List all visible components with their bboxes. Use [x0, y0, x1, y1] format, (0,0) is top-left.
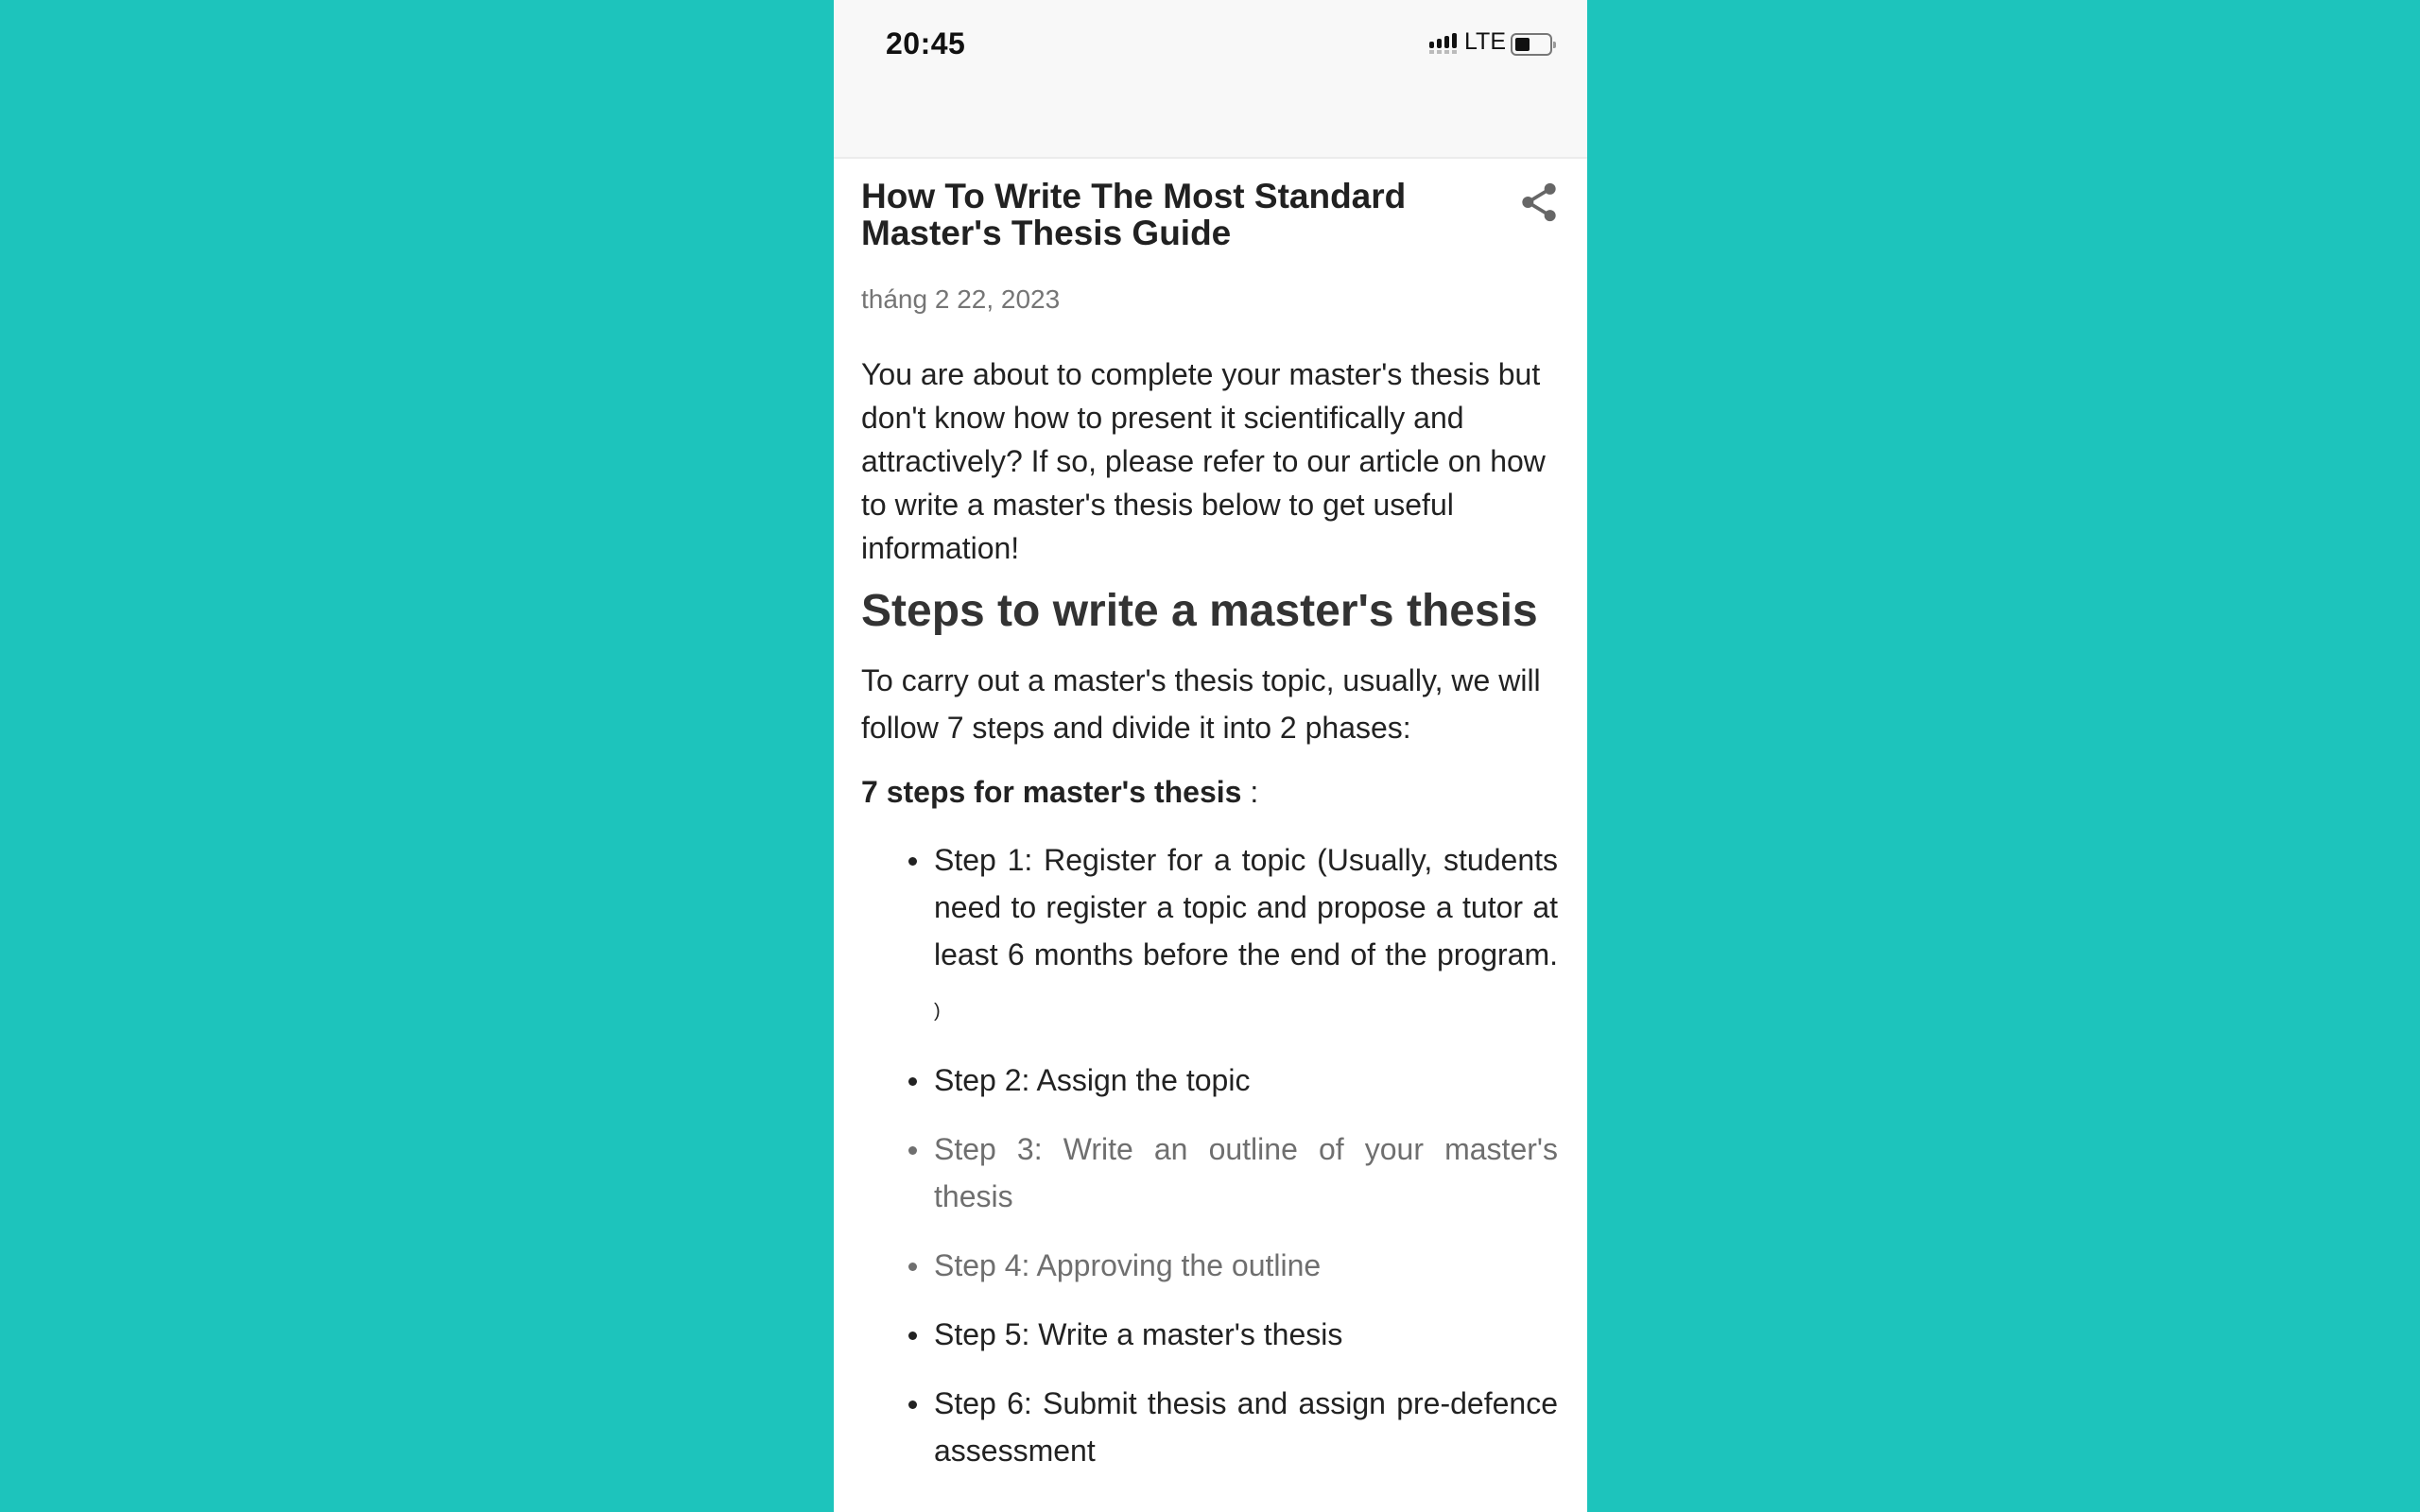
- step-suffix: ): [934, 1001, 941, 1022]
- section-paragraph: To carry out a master's thesis topic, usually, we will follow 7 steps and divide it into 2 phases:: [861, 663, 1541, 745]
- article-title: How To Write The Most Standard Master's Thesis Guide: [861, 177, 1407, 252]
- step-text: Step 1: Register for a topic (Usually, students need to register a topic and propose a tutor at least 6 months before the end of the program.: [934, 843, 1558, 971]
- steps-label-text: 7 steps for master's thesis: [861, 775, 1242, 809]
- step-text: Step 6: Submit thesis and assign pre-defence assessment: [934, 1386, 1558, 1468]
- network-label: LTE: [1464, 28, 1506, 55]
- steps-list: [861, 836, 1558, 1474]
- list-item: [934, 1242, 1558, 1289]
- list-item: [934, 1380, 1558, 1474]
- steps-label: [861, 768, 1558, 816]
- list-item: [934, 1125, 1558, 1220]
- step-text: Step 5: Write a master's thesis: [934, 1317, 1343, 1351]
- list-item: [934, 1057, 1558, 1104]
- step-text: Step 2: Assign the topic: [934, 1063, 1251, 1097]
- section-heading: Steps to write a master's thesis: [861, 586, 1538, 636]
- signal-icon: [1429, 32, 1460, 55]
- list-item: [934, 836, 1558, 1035]
- step-text: Step 3: Write an outline of your master's thesis: [934, 1132, 1558, 1213]
- step-text: Step 4: Approving the outline: [934, 1248, 1322, 1282]
- share-icon[interactable]: [1520, 181, 1558, 223]
- article-date: tháng 2 22, 2023: [861, 284, 1061, 314]
- article: [861, 178, 1558, 1496]
- battery-icon: [1511, 33, 1552, 56]
- list-item: [934, 1311, 1558, 1358]
- intro-paragraph: You are about to complete your master's thesis but don't know how to present it scientifically and attractively? If so, please refer to our article on how to write a master's thesis below to get useful information!: [861, 357, 1546, 565]
- steps-label-suffix: :: [1241, 775, 1259, 809]
- status-time: 20:45: [886, 26, 966, 60]
- status-bar: [834, 0, 1587, 159]
- phone-screen: [834, 0, 1587, 1512]
